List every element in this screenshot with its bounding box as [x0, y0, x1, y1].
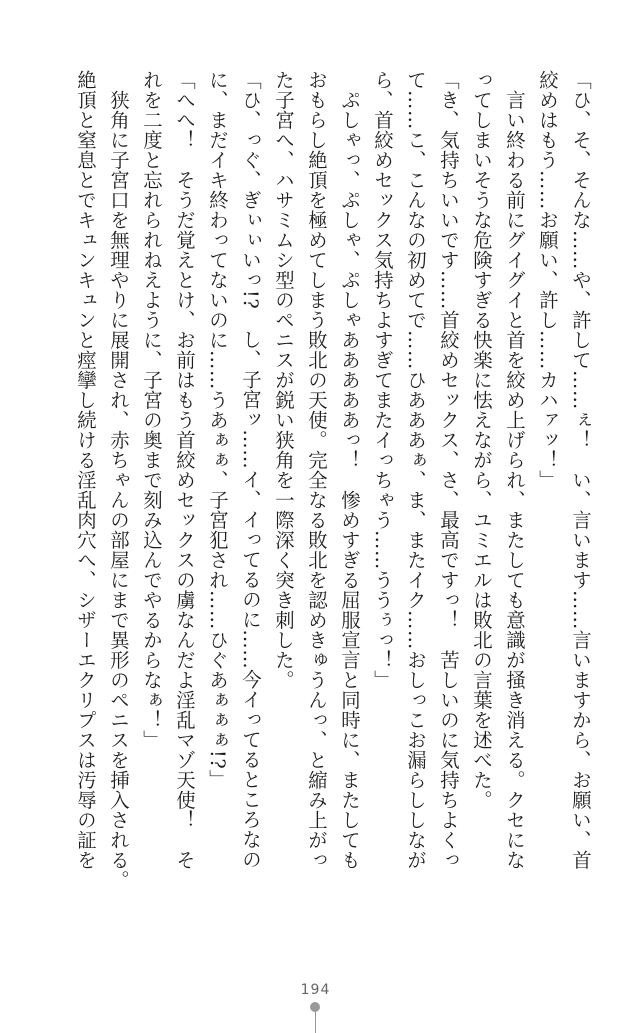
text-line: て……こ、こんなの初めてで……ひあああぁ、ま、またイク……おしっこお漏らししなが — [404, 70, 427, 870]
text-line: 絞めはもう……お願い、許し……カハァッ！」 — [536, 70, 559, 490]
page-number: 194 — [300, 982, 331, 998]
text-line: 絶頂と窒息とでキュンキュンと痙攣し続ける淫乱肉穴へ、シザーエクリプスは汚辱の証を — [74, 70, 97, 870]
text-line: ら、首絞めセックス気持ちよすぎてまたイっちゃう……ううぅっ！」 — [371, 70, 394, 690]
text-line: に、まだイキ終わってないのに……うあぁぁ、子宮犯され……ひぐあぁぁぁ!?」 — [206, 70, 229, 790]
page-marker-line — [315, 1010, 316, 1033]
text-line: 言い終わる前にグイグイと首を絞め上げられ、またしても意識が掻き消える。クセにな — [503, 70, 526, 870]
novel-text-block — [32, 70, 597, 950]
text-line: ってしまいそうな危険すぎる快楽に怯えながら、ユミエルは敗北の言葉を述べた。 — [470, 70, 493, 810]
text-line: 「へへ！ そうだ覚えとけ、お前はもう首絞めセックスの虜なんだよ淫乱マゾ天使！ そ — [173, 70, 196, 870]
text-line: 狭角に子宮口を無理やりに展開され、赤ちゃんの部屋にまで異形のペニスを挿入される。 — [107, 70, 130, 890]
text-line: れを二度と忘れられねえように、子宮の奥まで刻み込んでやるからなぁ！」 — [140, 70, 163, 750]
text-line: 「ひ、そ、そんな……や、許して……ぇ！ い、言います……言いますから、お願い、首 — [569, 70, 592, 870]
text-line: 「き、気持ちいいです……首絞めセックス、さ、最高ですっ！ 苦しいのに気持ちよくっ — [437, 70, 460, 870]
text-line: おもらし絶頂を極めてしまう敗北の天使。完全なる敗北を認めきゅうんっ、と縮み上がっ — [305, 70, 328, 870]
page-footer — [0, 982, 631, 1033]
text-line: た子宮へ、ハサミムシ型のペニスが鋭い狭角を一際深く突き刺した。 — [272, 70, 295, 690]
text-line: 「ひ、っぐ、ぎぃぃいっ!? し、子宮ッ……イ、イってるのに……今イってるところなの — [239, 70, 262, 870]
text-line: ぷしゃっ、ぷしゃ、ぷしゃあああああっ！ 惨めすぎる屈服宣言と同時に、またしても — [338, 70, 361, 870]
